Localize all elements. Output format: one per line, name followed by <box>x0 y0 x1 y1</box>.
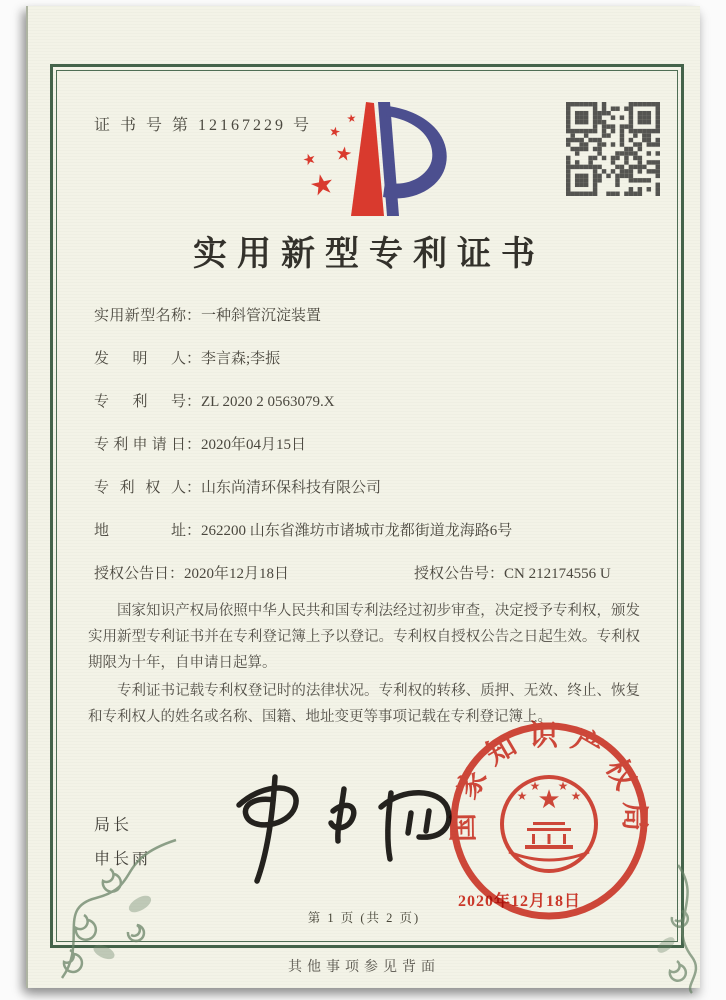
colon: ： <box>186 394 202 410</box>
page-number: 第 1 页 (共 2 页) <box>307 911 421 925</box>
svg-text:★: ★ <box>570 789 582 803</box>
svg-text:★: ★ <box>333 142 354 167</box>
director-signature <box>213 771 468 889</box>
qr-code <box>566 102 660 196</box>
field-value: 一种斜管沉淀装置 <box>201 308 322 324</box>
director-name: 申长雨 <box>94 851 152 868</box>
field-value: 山东尚清环保科技有限公司 <box>201 480 382 496</box>
colon: ： <box>489 566 505 582</box>
grant-no-group <box>414 562 611 583</box>
legal-paragraph-1: 国家知识产权局依照中华人民共和国专利法经过初步审查，决定授予专利权，颁发实用新型专利证书并在专利登记簿上予以登记。专利权自授权公告之日起生效。专利权期限为十年，自申请日起算。 <box>88 603 640 672</box>
national-emblem-icon <box>502 777 596 871</box>
field-label: 专利申请日 <box>94 437 186 453</box>
grant-no-label: 授权公告号 <box>414 566 490 582</box>
director-title: 局长 <box>94 817 133 834</box>
certificate-number: 证 书 号 第 12167229 号 <box>94 117 313 134</box>
field-list <box>94 304 654 562</box>
field-row-inventor <box>94 347 654 390</box>
field-label: 发明人 <box>94 351 186 367</box>
svg-text:★: ★ <box>516 789 528 803</box>
svg-text:★: ★ <box>557 779 569 793</box>
field-row-name <box>94 304 654 347</box>
field-row-patentee <box>94 476 654 519</box>
svg-text:★: ★ <box>327 123 343 141</box>
colon: ： <box>186 480 202 496</box>
grant-no-value: CN 212174556 U <box>504 566 611 582</box>
field-row-patent-no <box>94 390 654 433</box>
field-row-filing-date <box>94 433 654 476</box>
colon: ： <box>186 308 202 324</box>
field-value: 262200 山东省潍坊市诸城市龙都街道龙海路6号 <box>201 523 513 539</box>
svg-text:★: ★ <box>306 167 338 204</box>
colon: ： <box>186 437 202 453</box>
legal-text <box>88 598 640 732</box>
field-label: 专利号 <box>94 394 186 410</box>
svg-text:★: ★ <box>537 785 561 814</box>
colon: ： <box>186 351 202 367</box>
svg-text:★: ★ <box>300 150 319 170</box>
certificate-page <box>26 6 700 988</box>
field-value: 李言森;李振 <box>201 351 281 367</box>
seal-date: 2020年12月18日 <box>458 893 582 910</box>
ornament-bottom-left-icon <box>44 834 194 984</box>
grant-date-label: 授权公告日 <box>94 566 170 582</box>
certificate-title: 实用新型专利证书 <box>193 236 545 273</box>
svg-text:★: ★ <box>345 112 358 126</box>
field-row-address <box>94 519 654 562</box>
ornament-bottom-right-icon <box>638 861 713 996</box>
field-label: 地址 <box>94 523 186 539</box>
svg-text:★: ★ <box>529 779 541 793</box>
legal-paragraph-2: 专利证书记载专利权登记时的法律状况。专利权的转移、质押、无效、终止、恢复和专利权人的姓名或名称、国籍、地址变更等事项记载在专利登记簿上。 <box>88 683 640 726</box>
field-value: ZL 2020 2 0563079.X <box>201 394 335 410</box>
field-value: 2020年04月15日 <box>201 437 307 453</box>
grant-date-value: 2020年12月18日 <box>184 566 290 582</box>
colon: ： <box>186 523 202 539</box>
field-label: 实用新型名称 <box>94 308 186 324</box>
grant-row <box>94 562 654 583</box>
field-label: 专利权人 <box>94 480 186 496</box>
seal-ring-text: 国家知识产权局 <box>447 720 651 843</box>
back-note: 其他事项参见背面 <box>288 960 440 975</box>
cnipa-logo-icon <box>280 98 452 220</box>
colon: ： <box>169 566 185 582</box>
